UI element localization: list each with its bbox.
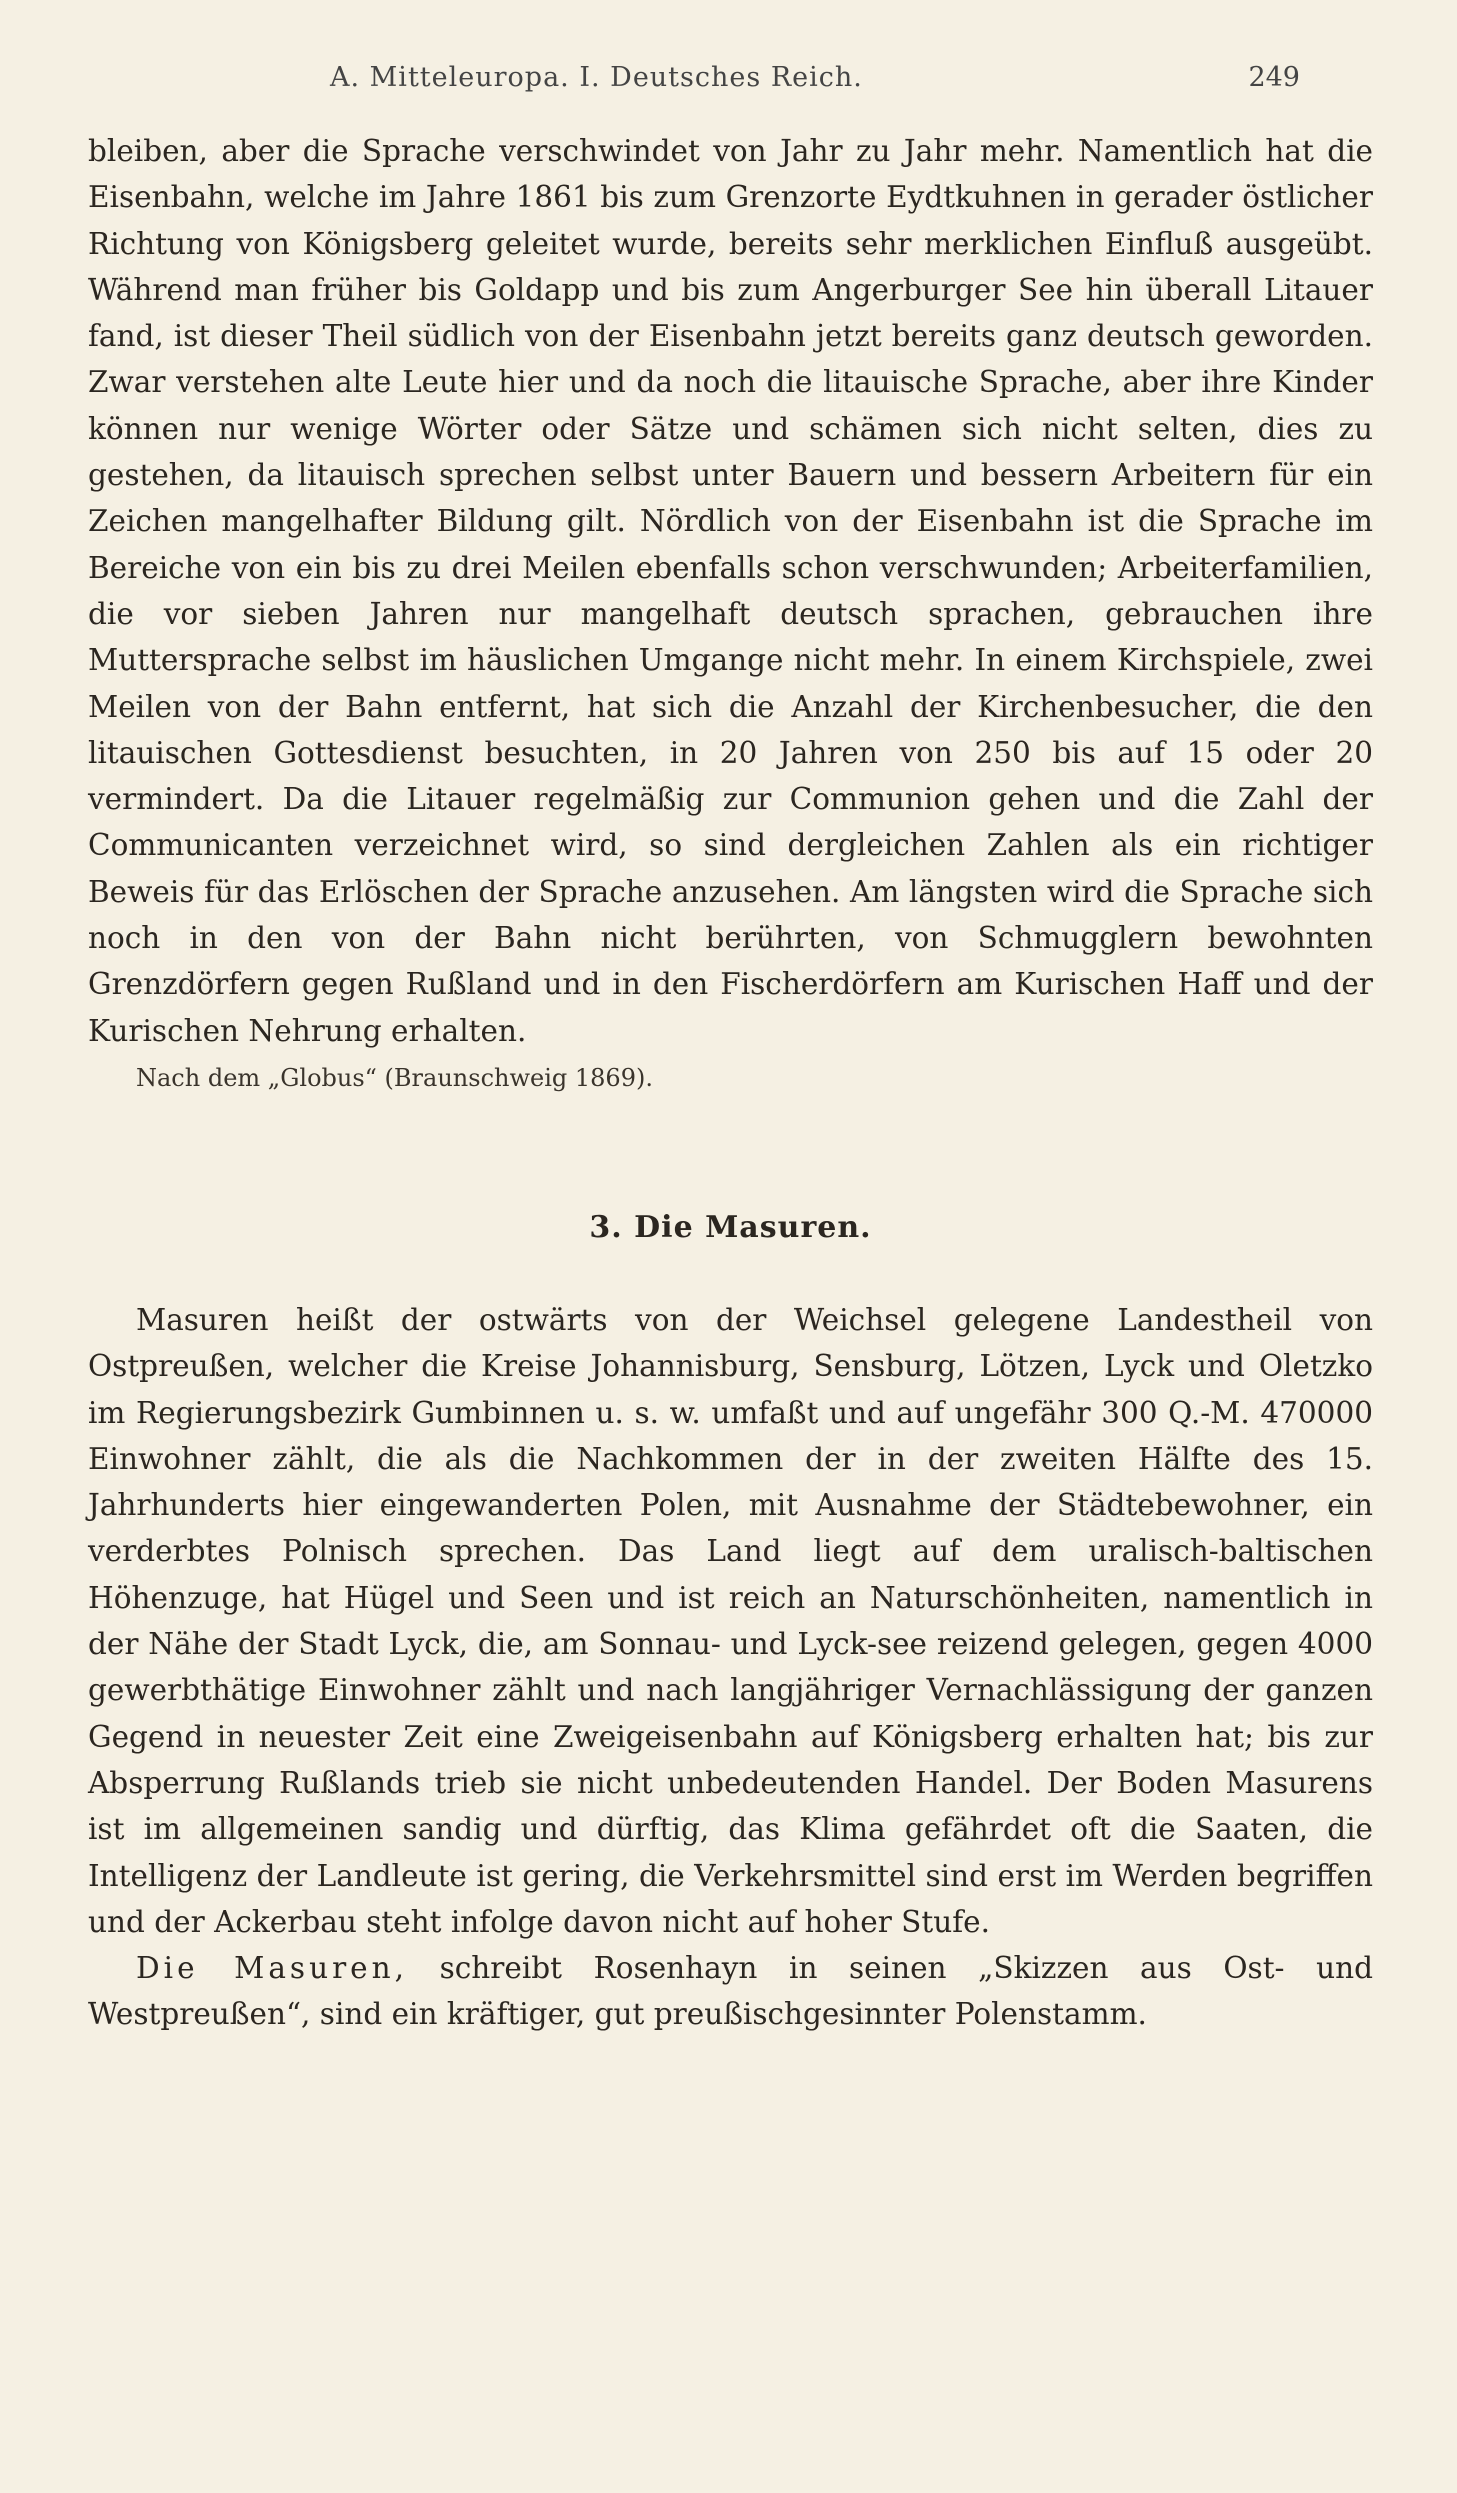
running-head-title: A. Mitteleuropa. I. Deutsches Reich. [330,62,863,93]
paragraph-litauer: bleiben, aber die Sprache verschwindet von Jahr zu Jahr mehr. Namentlich hat die Eisenbahn, welche im Jahre 1861 bis zum Grenzorte Eydtkuhnen in gerader östlicher Richtung von Königsberg geleitet wurde, bereits sehr merklichen Einfluß ausgeübt. Während man früher bis Goldapp und bis zum Angerburger See hin überall Litauer fand, ist dieser Theil südlich von der Eisenbahn jetzt bereits ganz deutsch geworden. Zwar verstehen alte Leute hier und da noch die litauische Sprache, aber ihre Kinder können nur wenige Wörter oder Sätze und schämen sich nicht selten, dies zu gestehen, da litauisch sprechen selbst unter Bauern und bessern Arbeitern für ein Zeichen mangelhafter Bildung gilt. Nördlich von der Eisenbahn ist die Sprache im Bereiche von ein bis zu drei Meilen ebenfalls schon verschwunden; Arbeiterfamilien, die vor sieben Jahren nur mangelhaft deutsch sprachen, gebrauchen ihre Muttersprache selbst im häuslichen Umgange nicht mehr. In einem Kirchspiele, zwei Meilen von der Bahn entfernt, hat sich die Anzahl der Kirchenbesucher, die den litauischen Gottesdienst besuchten, in 20 Jahren von 250 bis auf 15 oder 20 vermindert. Da die Litauer regelmäßig zur Communion gehen und die Zahl der Communicanten verzeichnet wird, so sind dergleichen Zahlen als ein richtiger Beweis für das Erlöschen der Sprache anzusehen. Am längsten wird die Sprache sich noch in den von der Bahn nicht berührten, von Schmugglern bewohnten Grenzdörfern gegen Rußland und in den Fischerdörfern am Kurischen Haff und der Kurischen Nehrung erhalten. [88,134,1373,1048]
paragraph-lead: Die Masuren, [136,1951,409,1986]
body-text [88,128,1373,2038]
paragraph-masuren: Masuren heißt der ostwärts von der Weichsel gelegene Landestheil von Ostpreußen, welcher die Kreise Johannisburg, Sensburg, Lötzen, Lyck und Oletzko im Regierungsbezirk Gumbinnen u. s. w. umfaßt und auf ungefähr 300 Q.-M. 470000 Einwohner zählt, die als die Nachkommen der in der zweiten Hälfte des 15. Jahrhunderts hier eingewanderten Polen, mit Ausnahme der Städtebewohner, ein verderbtes Polnisch sprechen. Das Land liegt auf dem uralisch-baltischen Höhenzuge, hat Hügel und Seen und ist reich an Naturschönheiten, namentlich in der Nähe der Stadt Lyck, die, am Sonnau- und Lyck-see reizend gelegen, gegen 4000 gewerbthätige Einwohner zählt und nach langjähriger Vernachlässigung der ganzen Gegend in neuester Zeit eine Zweigeisenbahn auf Königsberg erhalten hat; bis zur Absperrung Rußlands trieb sie nicht unbedeutenden Handel. Der Boden Masurens ist im allgemeinen sandig und dürftig, das Klima gefährdet oft die Saaten, die Intelligenz der Landleute ist gering, die Verkehrsmittel sind erst im Werden begriffen und der Ackerbau steht infolge davon nicht auf hoher Stufe. [88,1302,1373,1939]
page-number: 249 [1248,62,1300,93]
paragraph-rosenhayn-text: schreibt Rosenhayn in seinen „Skizzen aus Ost- und Westpreußen“, sind ein kräftiger, gut preußischgesinnter Polenstamm. [88,1951,1373,2032]
paragraph-rosenhayn [88,1945,1373,2038]
source-note: Nach dem „Globus“ (Braunschweig 1869). [136,1063,653,1092]
running-head [330,62,1330,102]
section-heading: 3. Die Masuren. [589,1209,872,1245]
